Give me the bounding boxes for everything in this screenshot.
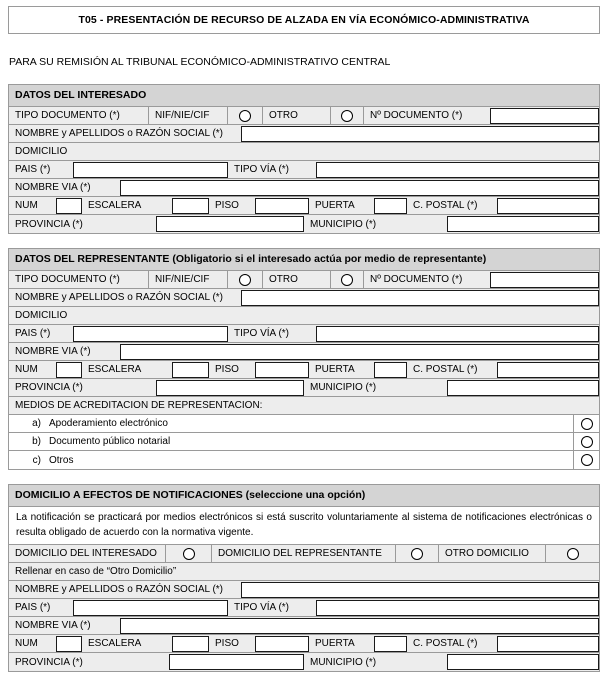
row-provincia-municipio-notif — [9, 653, 599, 671]
subheading-domicilio-rep: DOMICILIO — [9, 307, 599, 325]
row-opciones-domicilio — [9, 545, 599, 563]
label-num-documento: Nº DOCUMENTO (*) — [364, 107, 490, 124]
form-page — [0, 6, 608, 684]
section-heading-interesado: DATOS DEL INTERESADO — [9, 85, 599, 107]
radio-medio-c[interactable] — [573, 451, 599, 469]
input-nombre-via[interactable] — [120, 180, 599, 196]
label-puerta: PUERTA — [309, 635, 374, 652]
label-nombre-apellidos: NOMBRE y APELLIDOS o RAZÓN SOCIAL (*) — [9, 125, 241, 142]
label-piso: PISO — [209, 635, 255, 652]
label-tipo-via: TIPO VÍA (*) — [228, 161, 316, 178]
input-municipio-notif[interactable] — [447, 654, 599, 670]
section-notificaciones — [8, 484, 600, 672]
radio-circle-icon — [581, 454, 593, 466]
radio-circle-icon — [567, 548, 579, 560]
row-provincia-municipio-rep — [9, 379, 599, 397]
label-municipio: MUNICIPIO (*) — [304, 379, 447, 396]
label-pais: PAIS (*) — [9, 325, 73, 342]
input-piso-notif[interactable] — [255, 636, 309, 652]
radio-circle-icon — [411, 548, 423, 560]
input-escalera-notif[interactable] — [172, 636, 209, 652]
input-num-notif[interactable] — [56, 636, 82, 652]
label-provincia: PROVINCIA (*) — [9, 379, 156, 396]
label-escalera: ESCALERA — [82, 361, 172, 378]
input-nombre-via-notif[interactable] — [120, 618, 599, 634]
radio-domicilio-representante[interactable] — [396, 545, 438, 562]
label-escalera: ESCALERA — [82, 197, 172, 214]
label-num: NUM — [9, 197, 56, 214]
radio-medio-a[interactable] — [573, 415, 599, 432]
row-nombre-apellidos-notif — [9, 581, 599, 599]
input-num-documento-rep[interactable] — [490, 272, 599, 288]
label-provincia: PROVINCIA (*) — [9, 215, 156, 233]
label-nombre-via: NOMBRE VIA (*) — [9, 179, 120, 196]
input-tipo-via[interactable] — [316, 162, 599, 178]
label-tipo-via: TIPO VÍA (*) — [228, 599, 316, 616]
label-nombre-via: NOMBRE VIA (*) — [9, 343, 120, 360]
label-tipo-via: TIPO VÍA (*) — [228, 325, 316, 342]
option-row-otros[interactable] — [9, 451, 599, 469]
row-nombre-via-notif — [9, 617, 599, 635]
radio-circle-icon — [581, 436, 593, 448]
input-piso[interactable] — [255, 198, 309, 214]
row-nombre-via-rep — [9, 343, 599, 361]
subheading-rellenar-otro-domicilio: Rellenar en caso de “Otro Domicilio” — [9, 563, 599, 581]
option-row-documento-notarial[interactable] — [9, 433, 599, 451]
radio-tipo-documento-rep-otro[interactable] — [331, 271, 363, 288]
radio-circle-icon — [183, 548, 195, 560]
subheading-domicilio: DOMICILIO — [9, 143, 599, 161]
input-pais-rep[interactable] — [73, 326, 228, 342]
input-nombre-apellidos[interactable] — [241, 126, 599, 142]
input-c-postal[interactable] — [497, 198, 599, 214]
label-piso: PISO — [209, 361, 255, 378]
label-num-documento: Nº DOCUMENTO (*) — [364, 271, 490, 288]
document-subtitle: PARA SU REMISIÓN AL TRIBUNAL ECONÓMICO-ADMINISTRATIVO CENTRAL — [9, 56, 391, 68]
row-provincia-municipio — [9, 215, 599, 233]
row-nombre-apellidos-rep — [9, 289, 599, 307]
label-c-postal: C. POSTAL (*) — [407, 197, 497, 214]
input-escalera[interactable] — [172, 198, 209, 214]
input-c-postal-rep[interactable] — [497, 362, 599, 378]
option-key-b: b) — [32, 436, 41, 447]
radio-circle-icon — [581, 418, 593, 430]
label-pais: PAIS (*) — [9, 599, 73, 616]
label-otro: OTRO — [263, 271, 330, 288]
option-text-a: Apoderamiento electrónico — [49, 418, 168, 429]
radio-circle-icon — [239, 274, 251, 286]
section-datos-interesado — [8, 84, 600, 234]
row-num-escalera-piso — [9, 197, 599, 215]
radio-tipo-documento-otro[interactable] — [331, 107, 363, 124]
label-num: NUM — [9, 635, 56, 652]
radio-tipo-documento-nif[interactable] — [228, 107, 262, 124]
input-num-documento[interactable] — [490, 108, 599, 124]
section-heading-notificaciones: DOMICILIO A EFECTOS DE NOTIFICACIONES (seleccione una opción) — [9, 485, 599, 507]
label-nif-nie-cif: NIF/NIE/CIF — [149, 107, 227, 124]
input-tipo-via-rep[interactable] — [316, 326, 599, 342]
label-puerta: PUERTA — [309, 197, 374, 214]
document-title: T05 - PRESENTACIÓN DE RECURSO DE ALZADA EN VÍA ECONÓMICO-ADMINISTRATIVA — [8, 6, 600, 34]
option-text-b: Documento público notarial — [49, 436, 171, 447]
label-puerta: PUERTA — [309, 361, 374, 378]
input-num[interactable] — [56, 198, 82, 214]
label-nombre-apellidos: NOMBRE y APELLIDOS o RAZÓN SOCIAL (*) — [9, 581, 241, 598]
label-otro: OTRO — [263, 107, 330, 124]
input-nombre-apellidos-rep[interactable] — [241, 290, 599, 306]
label-otro-domicilio: OTRO DOMICILIO — [439, 545, 545, 562]
input-provincia[interactable] — [156, 216, 304, 232]
radio-domicilio-interesado[interactable] — [166, 545, 211, 562]
label-c-postal: C. POSTAL (*) — [407, 361, 497, 378]
input-municipio[interactable] — [447, 216, 599, 232]
input-num-rep[interactable] — [56, 362, 82, 378]
label-piso: PISO — [209, 197, 255, 214]
row-pais-tipovia — [9, 161, 599, 179]
row-num-escalera-piso-rep — [9, 361, 599, 379]
input-pais[interactable] — [73, 162, 228, 178]
input-nombre-via-rep[interactable] — [120, 344, 599, 360]
input-puerta-notif[interactable] — [374, 636, 407, 652]
input-pais-notif[interactable] — [73, 600, 228, 616]
section-datos-representante — [8, 248, 600, 470]
notificaciones-paragraph: La notificación se practicará por medios electrónicos si está suscrito voluntariamente al sistema de notificaciones electrónicas o resulta obligado de acuerdo con la normativa vigente. — [9, 507, 599, 545]
label-municipio: MUNICIPIO (*) — [304, 653, 447, 671]
input-nombre-apellidos-notif[interactable] — [241, 582, 599, 598]
label-c-postal: C. POSTAL (*) — [407, 635, 497, 652]
input-tipo-via-notif[interactable] — [316, 600, 599, 616]
input-escalera-rep[interactable] — [172, 362, 209, 378]
option-text-c: Otros — [49, 454, 74, 466]
label-num: NUM — [9, 361, 56, 378]
label-nombre-apellidos: NOMBRE y APELLIDOS o RAZÓN SOCIAL (*) — [9, 289, 241, 306]
input-puerta-rep[interactable] — [374, 362, 407, 378]
input-c-postal-notif[interactable] — [497, 636, 599, 652]
input-provincia-rep[interactable] — [156, 380, 304, 396]
row-tipo-documento-rep — [9, 271, 599, 289]
row-tipo-documento — [9, 107, 599, 125]
label-domicilio-interesado: DOMICILIO DEL INTERESADO — [9, 545, 165, 562]
label-provincia: PROVINCIA (*) — [9, 653, 169, 671]
option-key-c: c) — [32, 454, 41, 466]
radio-circle-icon — [341, 110, 353, 122]
label-nif-nie-cif: NIF/NIE/CIF — [149, 271, 227, 288]
label-escalera: ESCALERA — [82, 635, 172, 652]
radio-circle-icon — [341, 274, 353, 286]
label-municipio: MUNICIPIO (*) — [304, 215, 447, 233]
row-pais-tipovia-rep — [9, 325, 599, 343]
row-num-escalera-piso-notif — [9, 635, 599, 653]
label-domicilio-representante: DOMICILIO DEL REPRESENTANTE — [212, 545, 395, 562]
label-tipo-documento: TIPO DOCUMENTO (*) — [9, 107, 148, 124]
row-nombre-via — [9, 179, 599, 197]
input-puerta[interactable] — [374, 198, 407, 214]
option-row-apoderamiento[interactable] — [9, 415, 599, 433]
label-pais: PAIS (*) — [9, 161, 73, 178]
radio-medio-b[interactable] — [573, 433, 599, 450]
row-pais-tipovia-notif — [9, 599, 599, 617]
label-tipo-documento: TIPO DOCUMENTO (*) — [9, 271, 148, 288]
subheading-medios-acreditacion: MEDIOS DE ACREDITACION DE REPRESENTACION: — [9, 397, 599, 415]
section-heading-representante: DATOS DEL REPRESENTANTE (Obligatorio si el interesado actúa por medio de representante) — [9, 249, 599, 271]
radio-otro-domicilio[interactable] — [546, 545, 599, 562]
input-piso-rep[interactable] — [255, 362, 309, 378]
option-key-a: a) — [32, 418, 41, 429]
input-provincia-notif[interactable] — [169, 654, 304, 670]
radio-circle-icon — [239, 110, 251, 122]
radio-tipo-documento-rep-nif[interactable] — [228, 271, 262, 288]
label-nombre-via: NOMBRE VIA (*) — [9, 617, 120, 634]
input-municipio-rep[interactable] — [447, 380, 599, 396]
row-nombre-apellidos — [9, 125, 599, 143]
